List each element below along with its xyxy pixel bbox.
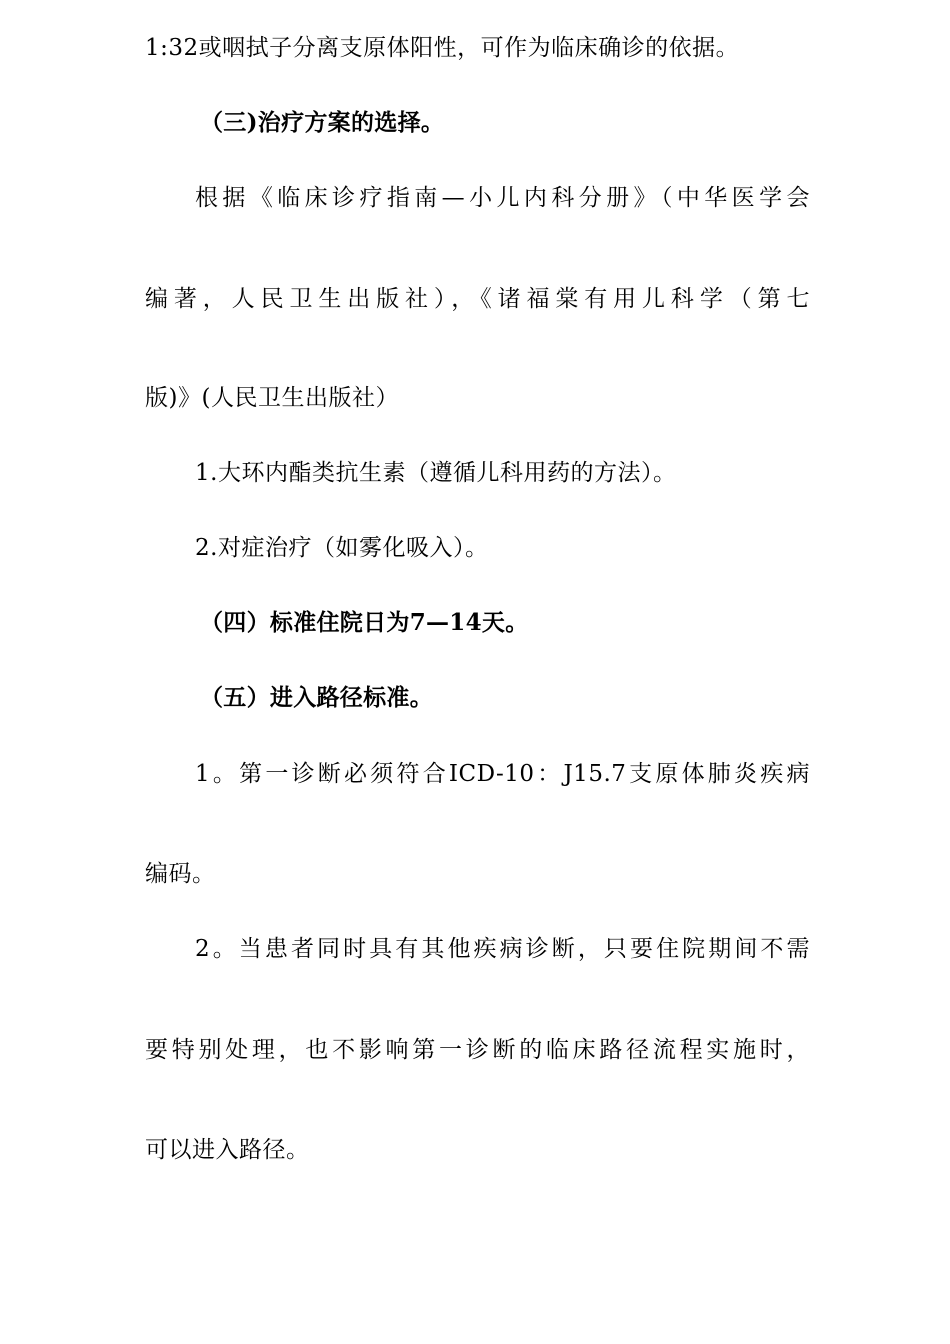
paragraph-line-first-diagnosis-2: 编码。 — [145, 861, 216, 887]
paragraph-line-diagnosis-basis: 1:32或咽拭子分离支原体阳性，可作为临床确诊的依据。 — [145, 35, 740, 61]
paragraph-line-other-diagnosis-3: 可以进入路径。 — [145, 1137, 310, 1163]
paragraph-line-other-diagnosis-2: 要特别处理，也不影响第一诊断的临床路径流程实施时， — [145, 1037, 810, 1063]
paragraph-line-guideline-reference-1: 根据《临床诊疗指南—小儿内科分册》（中华医学会 — [195, 185, 810, 211]
list-item-antibiotics: 1.大环内酯类抗生素（遵循儿科用药的方法）。 — [195, 460, 677, 486]
paragraph-line-first-diagnosis-1: 1。第一诊断必须符合ICD-10：J15.7支原体肺炎疾病 — [195, 761, 810, 787]
section-heading-pathway-criteria: （五）进入路径标准。 — [200, 684, 433, 711]
paragraph-line-guideline-reference-3: 版)》(人民卫生出版社） — [145, 385, 399, 411]
paragraph-line-guideline-reference-2: 编著，人民卫生出版社），《诸福棠有用儿科学（第七 — [145, 286, 810, 312]
paragraph-line-other-diagnosis-1: 2。当患者同时具有其他疾病诊断，只要住院期间不需 — [195, 936, 810, 962]
section-heading-hospital-stay: （四）标准住院日为7—14天。 — [200, 609, 529, 636]
list-item-symptomatic-treatment: 2.对症治疗（如雾化吸入）。 — [195, 535, 489, 561]
section-heading-treatment-plan: （三)治疗方案的选择。 — [200, 109, 445, 136]
